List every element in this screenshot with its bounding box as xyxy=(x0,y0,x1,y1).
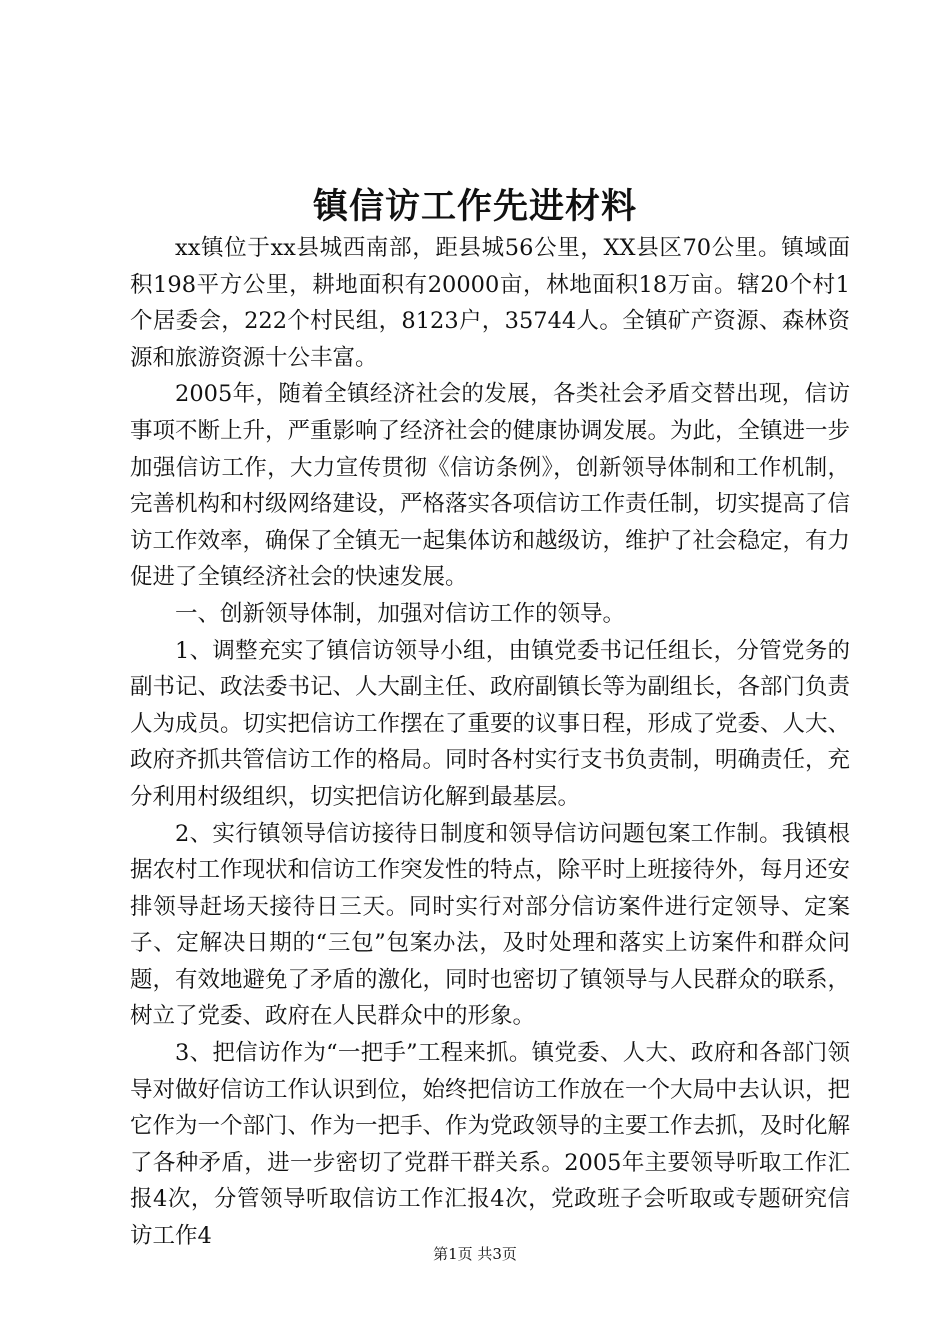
document-title: 镇信访工作先进材料 xyxy=(312,186,637,227)
paragraph-intro: xx镇位于xx县城西南部，距县城56公里，XX县区70公里。镇域面积198平方公里，耕地面积有20000亩，林地面积18万亩。辖20个村1个居委会，222个村民组，8123户，35744人。全镇矿产资源、森林资源和旅游资源十公丰富。 xyxy=(130,235,850,371)
paragraph-item-2: 2、实行镇领导信访接待日制度和领导信访问题包案工作制。我镇根据农村工作现状和信访工作突发性的特点，除平时上班接待外，每月还安排领导赶场天接待日三天。同时实行对部分信访案件进行定领导、定案子、定解决日期的“三包”包案办法，及时处理和落实上访案件和群众问题，有效地避免了矛盾的激化，同时也密切了镇领导与人民群众的联系，树立了党委、政府在人民群众中的形象。 xyxy=(130,820,851,1030)
section-heading-1: 一、创新领导体制，加强对信访工作的领导。 xyxy=(175,600,626,627)
paragraph-item-3: 3、把信访作为“一把手”工程来抓。镇党委、人大、政府和各部门领导对做好信访工作认识到位，始终把信访工作放在一个大局中去认识，把它作为一个部门、作为一把手、作为党政领导的主要工作去抓，及时化解了各种矛盾，进一步密切了党群干群关系。2005年主要领导听取工作汇报4次，分管领导听取信访工作汇报4次，党政班子会听取或专题研究信访工作4 xyxy=(130,1040,851,1250)
paragraph-item-1: 1、调整充实了镇信访领导小组，由镇党委书记任组长，分管党务的副书记、政法委书记、人大副主任、政府副镇长等为副组长，各部门负责人为成员。切实把信访工作摆在了重要的议事日程，形成了党委、人大、政府齐抓共管信访工作的格局。同时各村实行支书负责制，明确责任，充分利用村级组织，切实把信访化解到最基层。 xyxy=(130,637,851,810)
paragraph-background: 2005年，随着全镇经济社会的发展，各类社会矛盾交替出现，信访事项不断上升，严重影响了经济社会的健康协调发展。为此，全镇进一步加强信访工作，大力宣传贯彻《信访条例》，创新领导体制和工作机制，完善机构和村级网络建设，严格落实各项信访工作责任制，切实提高了信访工作效率，确保了全镇无一起集体访和越级访，维护了社会稳定，有力促进了全镇经济社会的快速发展。 xyxy=(130,381,851,591)
document-body xyxy=(130,230,850,1255)
page-number-footer: 第1页 共3页 xyxy=(433,1245,517,1263)
